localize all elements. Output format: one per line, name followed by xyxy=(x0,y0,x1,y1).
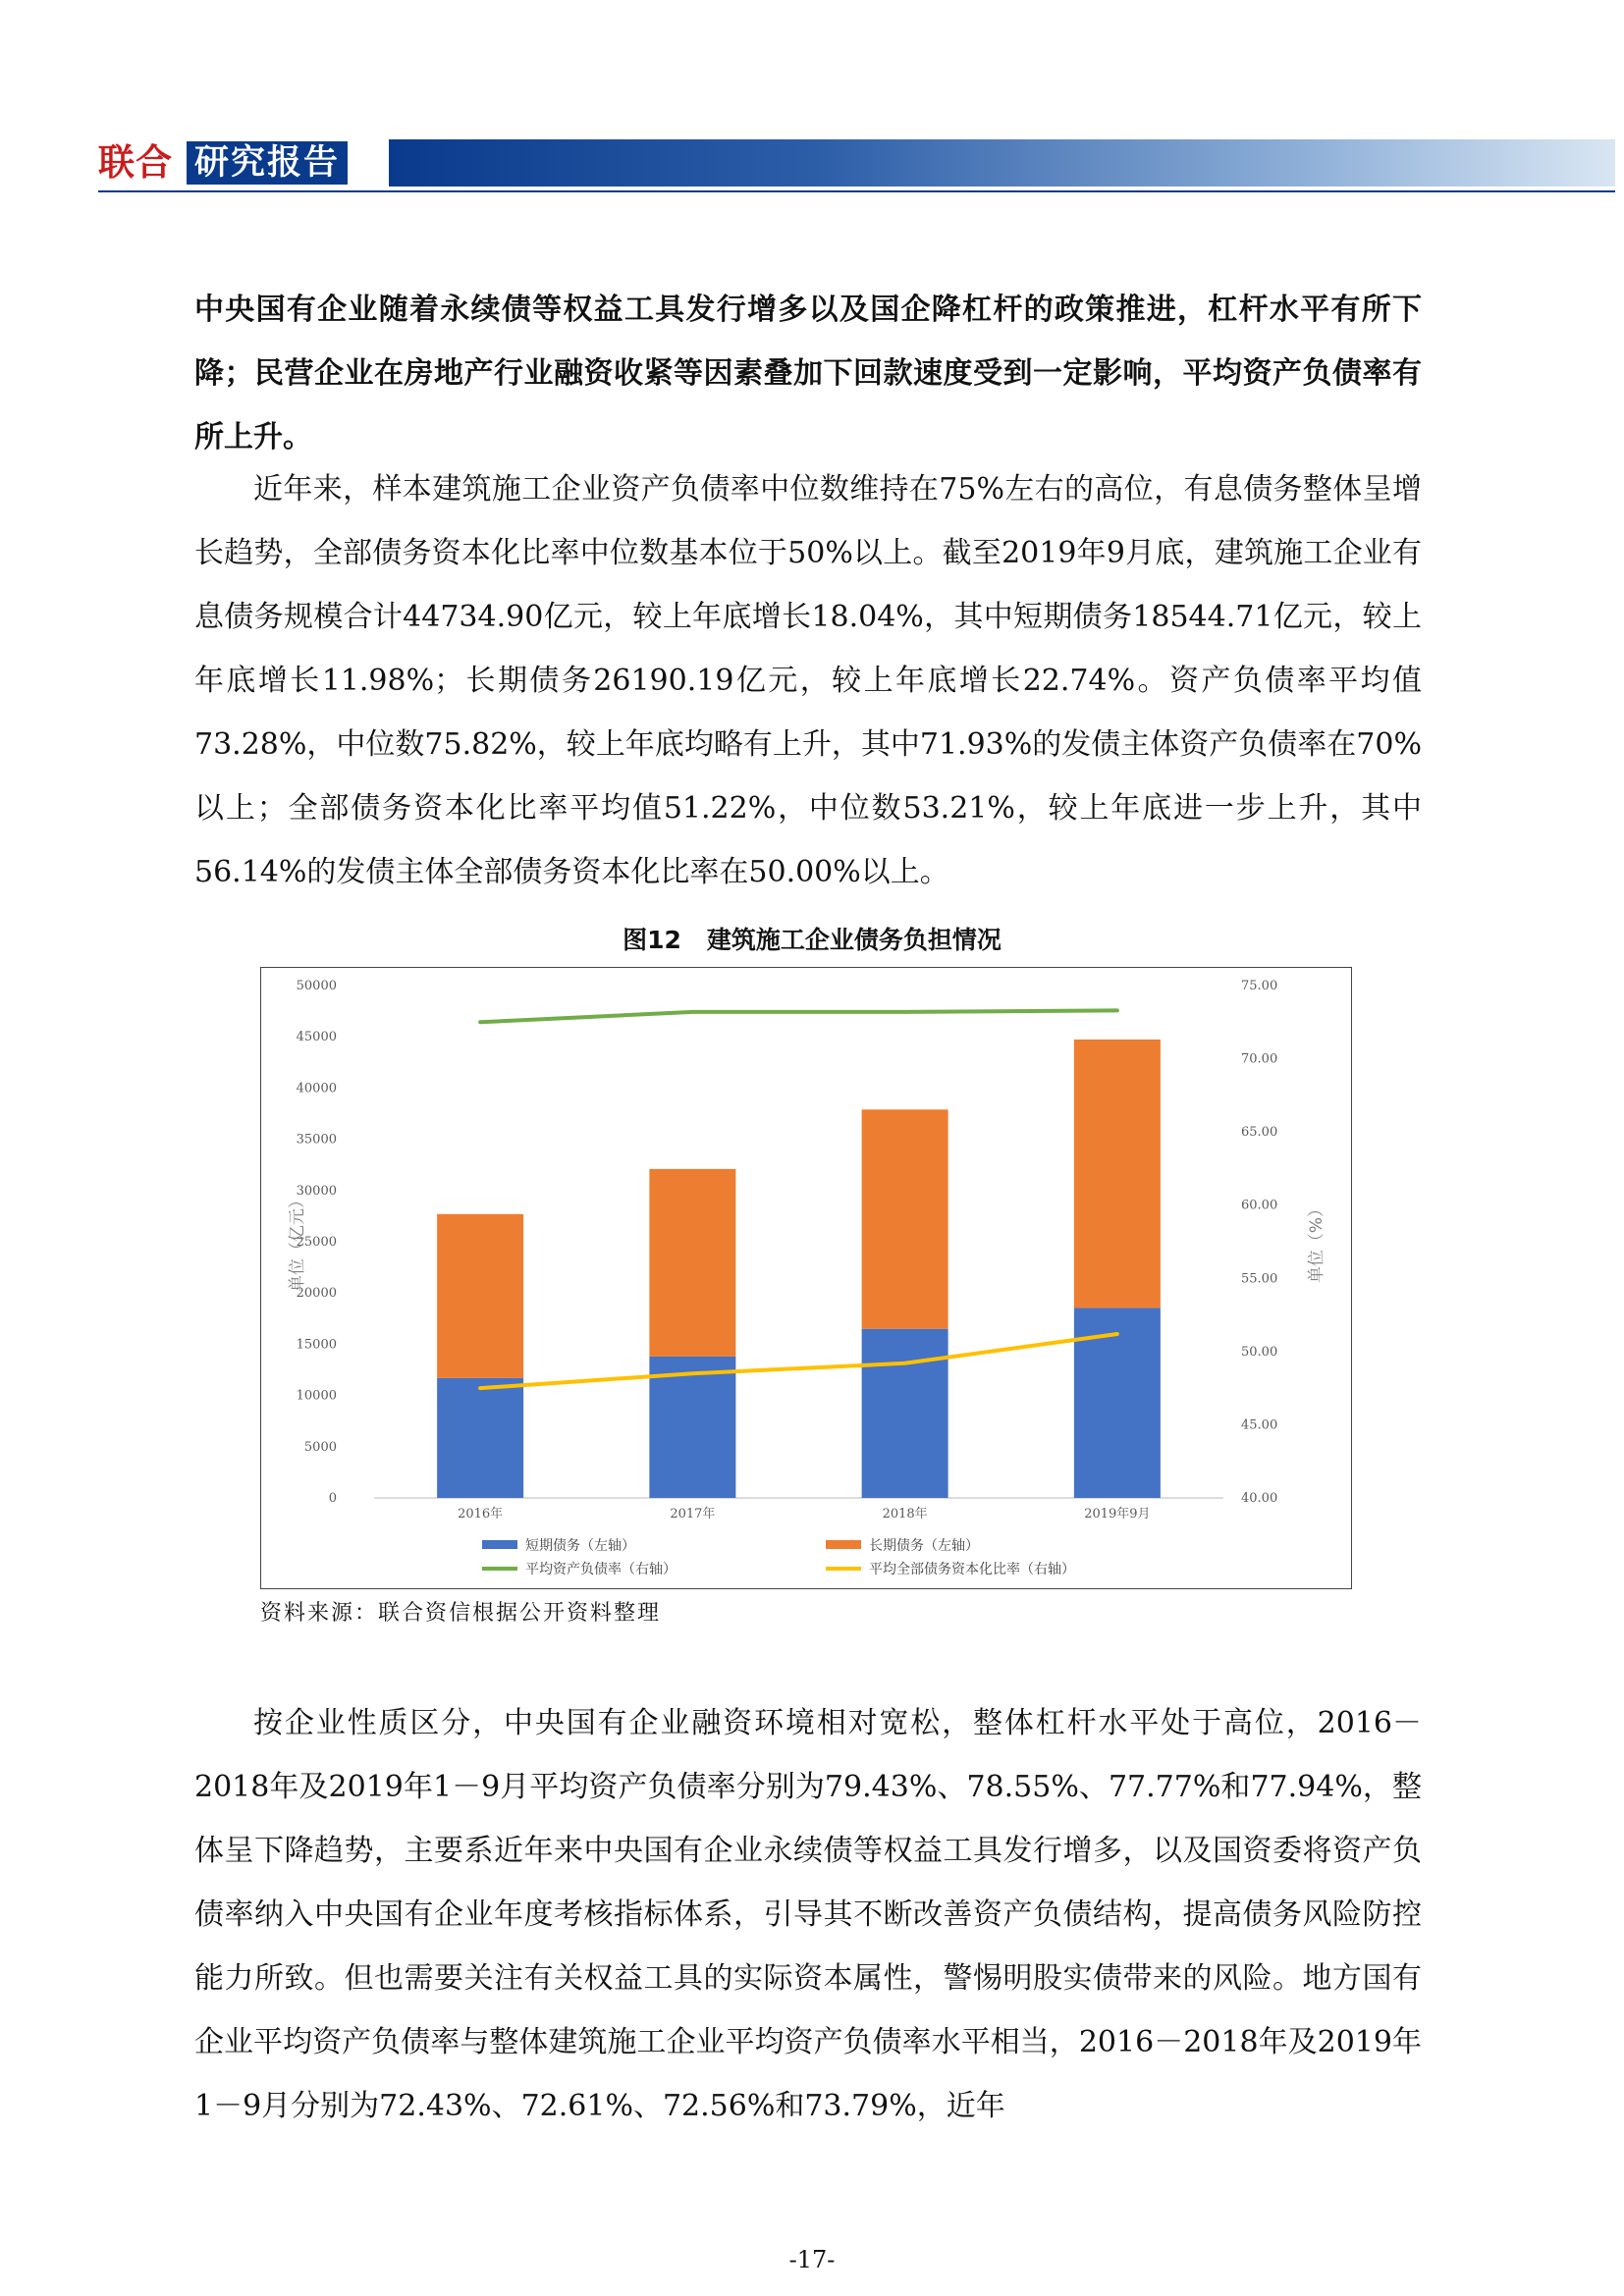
y-tick-label: 40000 xyxy=(296,1081,337,1096)
legend-swatch xyxy=(482,1540,517,1549)
y2-tick-label: 55.00 xyxy=(1241,1271,1278,1287)
y-tick-label: 50000 xyxy=(296,979,337,993)
figure-title xyxy=(0,921,1624,956)
paragraph-by-ownership: 按企业性质区分，中央国有企业融资环境相对宽松，整体杠杆水平处于高位，2016－2018年及2019年1－9月平均资产负债率分别为79.43%、78.55%、77.77%和77.94%，整体呈下降趋势，主要系近年来中央国有企业永续债等权益工具发行增多，以及国资委将资产负债率纳入中央国有企业年度考核指标体系，引导其不断改善资产负债结构，提高债务风险防控能力所致。但也需要关注有关权益工具的实际资本属性，警惕明股实债带来的风险。地方国有企业平均资产负债率与整体建筑施工企业平均资产负债率水平相当，2016－2018年及2019年1－9月分别为72.43%、72.61%、72.56%和73.79%，近年 xyxy=(194,1706,1422,2123)
report-header xyxy=(98,137,1615,188)
y2-tick-label: 45.00 xyxy=(1241,1417,1278,1433)
bar-long-debt xyxy=(862,1109,948,1328)
brand-name-red: 联合 xyxy=(98,141,173,184)
header-gradient-bar xyxy=(389,139,1615,187)
y-tick-label: 5000 xyxy=(303,1439,337,1455)
brand-name-box: 研究报告 xyxy=(187,141,348,185)
legend-label: 平均资产负债率（右轴） xyxy=(525,1562,677,1577)
paragraph-summary: 中央国有企业随着永续债等权益工具发行增多以及国企降杠杆的政策推进，杠杆水平有所下降；民营企业在房地产行业融资收紧等因素叠加下回款速度受到一定影响，平均资产负债率有所上升。 xyxy=(194,293,1422,454)
y-tick-label: 45000 xyxy=(296,1030,337,1045)
bar-long-debt xyxy=(649,1169,735,1357)
x-tick-label: 2016年 xyxy=(458,1507,504,1522)
y2-tick-label: 65.00 xyxy=(1241,1125,1278,1141)
bar-short-debt xyxy=(649,1357,735,1498)
y2-tick-label: 70.00 xyxy=(1241,1051,1278,1067)
header-rule xyxy=(98,190,1615,192)
y-tick-label: 30000 xyxy=(296,1183,337,1199)
x-tick-label: 2017年 xyxy=(670,1507,716,1522)
legend-label: 短期债务（左轴） xyxy=(525,1538,635,1554)
bar-long-debt xyxy=(1074,1040,1161,1308)
legend-swatch xyxy=(826,1540,861,1549)
y-tick-label: 10000 xyxy=(296,1388,337,1404)
y-tick-label: 20000 xyxy=(296,1286,337,1302)
figure-number: 图12 xyxy=(623,926,681,954)
figure-caption: 建筑施工企业债务负担情况 xyxy=(706,926,1001,954)
debt-burden-chart xyxy=(261,968,1351,1588)
y-tick-label: 0 xyxy=(328,1491,337,1506)
y2-tick-label: 40.00 xyxy=(1241,1491,1278,1506)
chart-container xyxy=(260,967,1352,1589)
paragraph-debt-overview: 近年来，样本建筑施工企业资产负债率中位数维持在75%左右的高位，有息债务整体呈增长趋势，全部债务资本化比率中位数基本位于50%以上。截至2019年9月底，建筑施工企业有息债务规模合计44734.90亿元，较上年底增长18.04%，其中短期债务18544.71亿元，较上年底增长11.98%；长期债务26190.19亿元，较上年底增长22.74%。资产负债率平均值73.28%，中位数75.82%，较上年底均略有上升，其中71.93%的发债主体资产负债率在70%以上；全部债务资本化比率平均值51.22%，中位数53.21%，较上年底进一步上升，其中56.14%的发债主体全部债务资本化比率在50.00%以上。 xyxy=(194,472,1422,889)
y2-tick-label: 75.00 xyxy=(1241,979,1278,993)
legend-label: 长期债务（左轴） xyxy=(869,1538,979,1554)
y2-tick-label: 60.00 xyxy=(1241,1198,1278,1213)
y-tick-label: 25000 xyxy=(296,1235,337,1250)
y2-axis-title: 单位（%） xyxy=(1307,1200,1326,1284)
y-tick-label: 15000 xyxy=(296,1337,337,1353)
page-number: -17- xyxy=(788,2246,836,2273)
source-note: 资料来源：联合资信根据公开资料整理 xyxy=(260,1601,662,1626)
legend-label: 平均全部债务资本化比率（右轴） xyxy=(869,1562,1075,1577)
bar-short-debt xyxy=(862,1329,948,1498)
line-debt-ratio xyxy=(480,1010,1117,1022)
y2-tick-label: 50.00 xyxy=(1241,1344,1278,1360)
line-capitalization-ratio xyxy=(480,1334,1117,1388)
x-tick-label: 2018年 xyxy=(882,1507,928,1522)
y-axis-title: 单位（亿元） xyxy=(288,1192,307,1292)
bar-short-debt xyxy=(437,1378,523,1498)
x-tick-label: 2019年9月 xyxy=(1084,1507,1151,1522)
bar-long-debt xyxy=(437,1214,523,1378)
y-tick-label: 35000 xyxy=(296,1132,337,1148)
